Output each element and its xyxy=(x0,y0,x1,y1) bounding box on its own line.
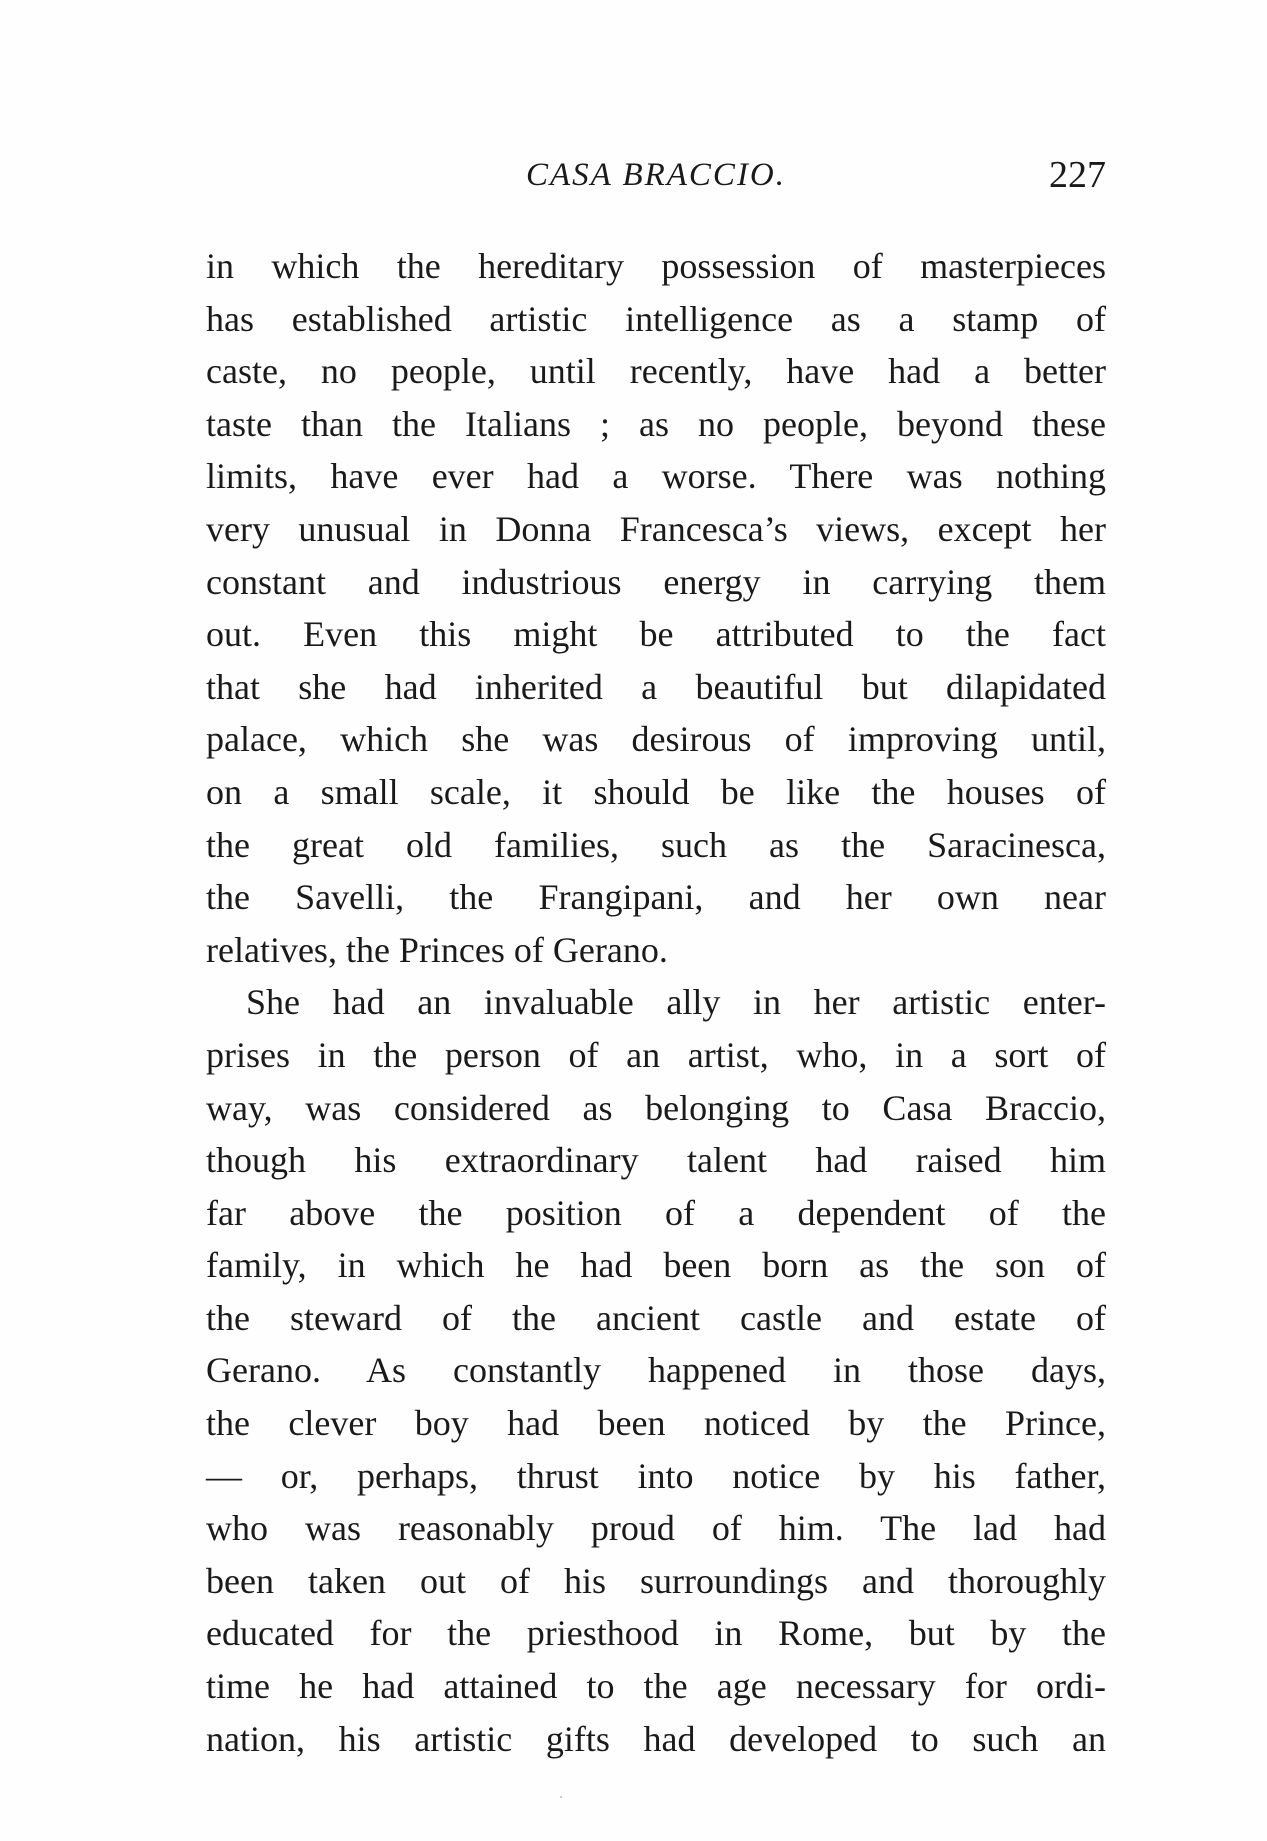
text-line: very unusual in Donna Francesca’s views, except her xyxy=(206,508,1106,549)
paper-speck xyxy=(560,1796,562,1798)
text-line: prises in the person of an artist, who, in a sort of xyxy=(206,1034,1106,1075)
text-line: palace, which she was desirous of improving until, xyxy=(206,719,1106,760)
text-line: time he had attained to the age necessary for ordi- xyxy=(206,1666,1106,1707)
text-line: caste, no people, until recently, have had a better xyxy=(206,351,1106,392)
text-line: who was reasonably proud of him. The lad had xyxy=(206,1508,1106,1549)
page-header xyxy=(206,150,1106,210)
text-line: though his extraordinary talent had raised him xyxy=(206,1140,1106,1181)
text-line: the steward of the ancient castle and estate of xyxy=(206,1297,1106,1338)
text-line: educated for the priesthood in Rome, but by the xyxy=(206,1613,1106,1654)
text-line: limits, have ever had a worse. There was nothing xyxy=(206,456,1106,497)
text-line: nation, his artistic gifts had developed to such an xyxy=(206,1718,1106,1759)
text-line: has established artistic intelligence as a stamp of xyxy=(206,298,1106,339)
running-title: CASA BRACCIO. xyxy=(525,157,787,193)
text-line: out. Even this might be attributed to the fact xyxy=(206,614,1106,655)
text-line: taste than the Italians ; as no people, beyond these xyxy=(206,403,1106,444)
text-line: constant and industrious energy in carrying them xyxy=(206,561,1106,602)
text-line: the Savelli, the Frangipani, and her own near xyxy=(206,877,1106,918)
page-number: 227 xyxy=(1049,154,1106,196)
text-line: Gerano. As constantly happened in those days, xyxy=(206,1350,1106,1391)
paragraph-start-line: She had an invaluable ally in her artistic enter- xyxy=(246,982,1106,1023)
text-line: on a small scale, it should be like the houses of xyxy=(206,771,1106,812)
text-line: in which the hereditary possession of masterpieces xyxy=(206,246,1106,286)
text-line: far above the position of a dependent of the xyxy=(206,1192,1106,1233)
text-line: that she had inherited a beautiful but dilapidated xyxy=(206,666,1106,707)
text-line: way, was considered as belonging to Casa Braccio, xyxy=(206,1087,1106,1128)
text-line: family, in which he had been born as the son of xyxy=(206,1245,1106,1286)
text-line: been taken out of his surroundings and thoroughly xyxy=(206,1560,1106,1601)
paragraph-end-line: relatives, the Princes of Gerano. xyxy=(206,929,668,970)
text-line: the clever boy had been noticed by the Prince, xyxy=(206,1403,1106,1444)
text-line: — or, perhaps, thrust into notice by his father, xyxy=(206,1455,1106,1496)
body-text xyxy=(206,240,1106,1765)
text-line: the great old families, such as the Saracinesca, xyxy=(206,824,1106,865)
